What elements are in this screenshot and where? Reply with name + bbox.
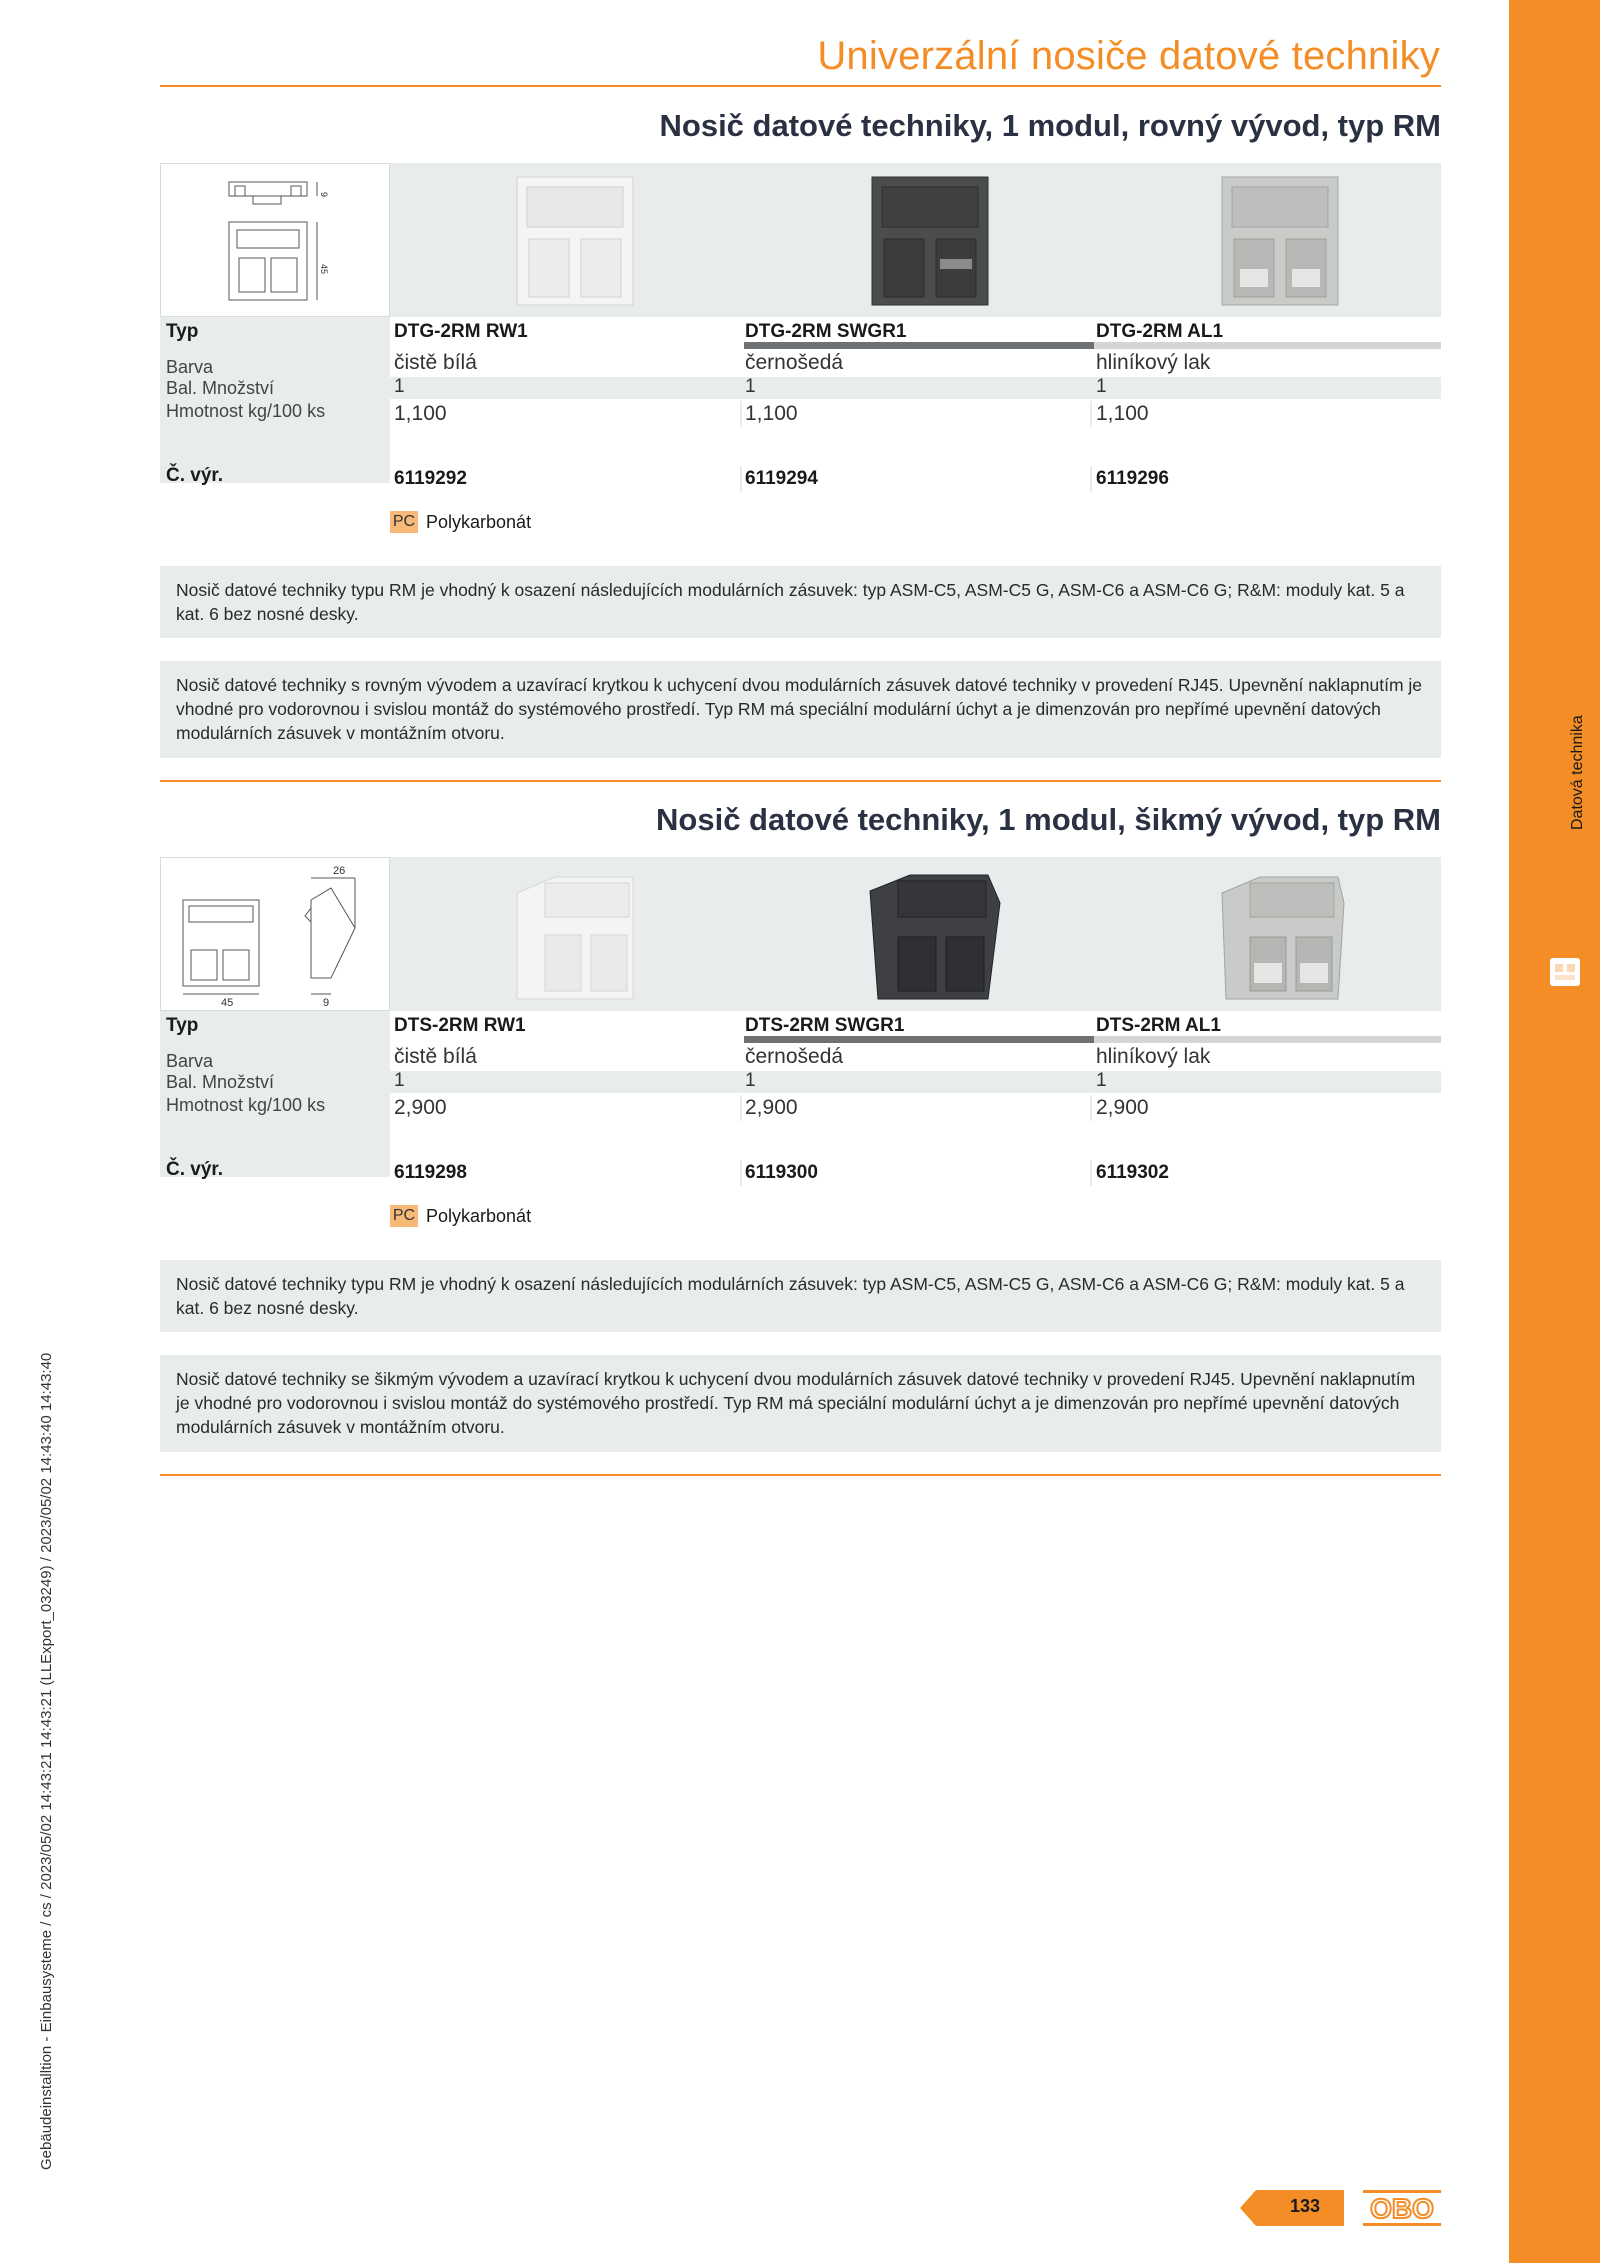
product-color: hliníkový lak [1096, 1045, 1211, 1068]
article-number: 6119296 [1096, 468, 1169, 489]
page-number: 133 [1289, 2196, 1321, 2216]
column-separator [740, 466, 742, 492]
color-label: Barva [166, 357, 214, 377]
product-color: čistě bílá [394, 1045, 477, 1068]
color-bar-alu [1094, 1036, 1441, 1043]
product-weight: 1,100 [1096, 402, 1149, 425]
weight-row [160, 1094, 1441, 1120]
product-quantity: 1 [394, 376, 405, 397]
article-number: 6119298 [394, 1162, 467, 1183]
note-box: Nosič datové techniky se šikmým vývodem a uzavírací krytkou k uchycení dvou modulárních zásuvek datové techniky v provedení RJ45. Upevnění naklapnutím je vhodné pro vodorovnou i svislou montáž do systémového prostředí. Typ RM má speciální modulární úchyt a je dimenzován pro nepřímé upevnění datových modulárních zásuvek v montážním otvoru. [160, 1355, 1441, 1452]
product-image-band [160, 163, 1441, 317]
article-label: Č. výr. [166, 465, 224, 486]
weight-label: Hmotnost kg/100 ks [166, 401, 326, 421]
quantity-label: Bal. Množství [166, 1072, 275, 1092]
product-quantity: 1 [1096, 1070, 1107, 1091]
product-image [850, 169, 1010, 311]
product-weight: 1,100 [394, 402, 447, 425]
dim-label: 26 [333, 865, 346, 877]
weight-row [160, 400, 1441, 426]
dim-label: 45 [221, 997, 234, 1009]
weight-label: Hmotnost kg/100 ks [166, 1095, 326, 1115]
section-title: Nosič datové techniky, 1 modul, rovný vývod, typ RM [659, 108, 1441, 143]
column-separator [1090, 1160, 1092, 1186]
product-type: DTG-2RM AL1 [1096, 321, 1224, 342]
data-socket-icon [1548, 955, 1582, 989]
color-bar-dark [744, 1036, 1094, 1043]
product-image [1200, 863, 1360, 1005]
type-label: Typ [166, 321, 199, 342]
product-quantity: 1 [745, 376, 756, 397]
article-number: 6119294 [745, 468, 818, 489]
color-bar-dark [744, 342, 1094, 349]
product-image [850, 863, 1010, 1005]
product-color: hliníkový lak [1096, 351, 1211, 374]
quantity-row [160, 1071, 1441, 1093]
column-separator [1090, 401, 1092, 427]
sidebar-band [1509, 0, 1600, 2263]
color-label: Barva [166, 1051, 214, 1071]
article-number: 6119302 [1096, 1162, 1169, 1183]
article-number: 6119292 [394, 468, 467, 489]
material-name: Polykarbonát [426, 512, 532, 532]
obo-logo [1362, 2190, 1442, 2226]
color-row [160, 351, 1441, 375]
quantity-label: Bal. Množství [166, 378, 275, 398]
product-color: černošedá [745, 351, 844, 374]
material-badge: PC [390, 511, 418, 533]
technical-drawing [160, 857, 390, 1011]
column-separator [740, 401, 742, 427]
product-weight: 2,900 [745, 1096, 798, 1119]
dim-label: 9 [323, 997, 330, 1009]
color-bar-alu [1094, 342, 1441, 349]
page-title: Univerzální nosiče datové techniky [817, 34, 1440, 78]
column-separator [1090, 1095, 1092, 1121]
product-weight: 2,900 [394, 1096, 447, 1119]
article-label: Č. výr. [166, 1159, 224, 1180]
product-type: DTG-2RM RW1 [394, 321, 528, 342]
note-box: Nosič datové techniky typu RM je vhodný k osazení následujících modulárních zásuvek: typ ASM-C5, ASM-C5 G, ASM-C6 a ASM-C6 G; R&M: moduly kat. 5 a kat. 6 bez nosné desky. [160, 566, 1441, 638]
column-separator [1090, 466, 1092, 492]
section-divider [160, 1474, 1441, 1476]
material-badge: PC [390, 1205, 418, 1227]
article-row [160, 1159, 1441, 1185]
product-type: DTS-2RM RW1 [394, 1015, 526, 1036]
product-weight: 1,100 [745, 402, 798, 425]
dim-label: 45 [319, 264, 329, 275]
export-metadata-text: Gebäudeinstalltion - Einbausysteme / cs / 2023/05/02 14:43:21 14:43:21 (LLExport_03249) / 2023/05/02 14:43:40 14:43:40 [38, 1352, 55, 2170]
sidebar-section-label: Datová technika [1569, 715, 1586, 830]
product-quantity: 1 [1096, 376, 1107, 397]
article-row [160, 465, 1441, 491]
column-separator [740, 1160, 742, 1186]
product-type: DTS-2RM SWGR1 [745, 1015, 905, 1036]
color-row [160, 1045, 1441, 1069]
product-quantity: 1 [394, 1070, 405, 1091]
product-type: DTG-2RM SWGR1 [745, 321, 907, 342]
product-color: černošedá [745, 1045, 844, 1068]
section-title: Nosič datové techniky, 1 modul, šikmý vývod, typ RM [656, 802, 1441, 837]
product-image [495, 169, 655, 311]
product-image [495, 863, 655, 1005]
note-box: Nosič datové techniky typu RM je vhodný k osazení následujících modulárních zásuvek: typ ASM-C5, ASM-C5 G, ASM-C6 a ASM-C6 G; R&M: moduly kat. 5 a kat. 6 bez nosné desky. [160, 1260, 1441, 1332]
svg-text:OBO: OBO [1370, 2193, 1434, 2224]
header-divider [160, 85, 1441, 87]
section-divider [160, 780, 1441, 782]
article-number: 6119300 [745, 1162, 818, 1183]
type-label: Typ [166, 1015, 199, 1036]
column-separator [740, 1095, 742, 1121]
material-name: Polykarbonát [426, 1206, 532, 1226]
product-color: čistě bílá [394, 351, 477, 374]
dim-label: 9 [319, 192, 329, 198]
product-quantity: 1 [745, 1070, 756, 1091]
product-image-band [160, 857, 1441, 1011]
note-box: Nosič datové techniky s rovným vývodem a uzavírací krytkou k uchycení dvou modulárních zásuvek datové techniky v provedení RJ45. Upevnění naklapnutím je vhodné pro vodorovnou i svislou montáž do systémového prostředí. Typ RM má speciální modulární úchyt a je dimenzován pro nepřímé upevnění datových modulárních zásuvek v montážním otvoru. [160, 661, 1441, 758]
product-weight: 2,900 [1096, 1096, 1149, 1119]
product-type: DTS-2RM AL1 [1096, 1015, 1221, 1036]
quantity-row [160, 377, 1441, 399]
product-image [1200, 169, 1360, 311]
technical-drawing [160, 163, 390, 317]
